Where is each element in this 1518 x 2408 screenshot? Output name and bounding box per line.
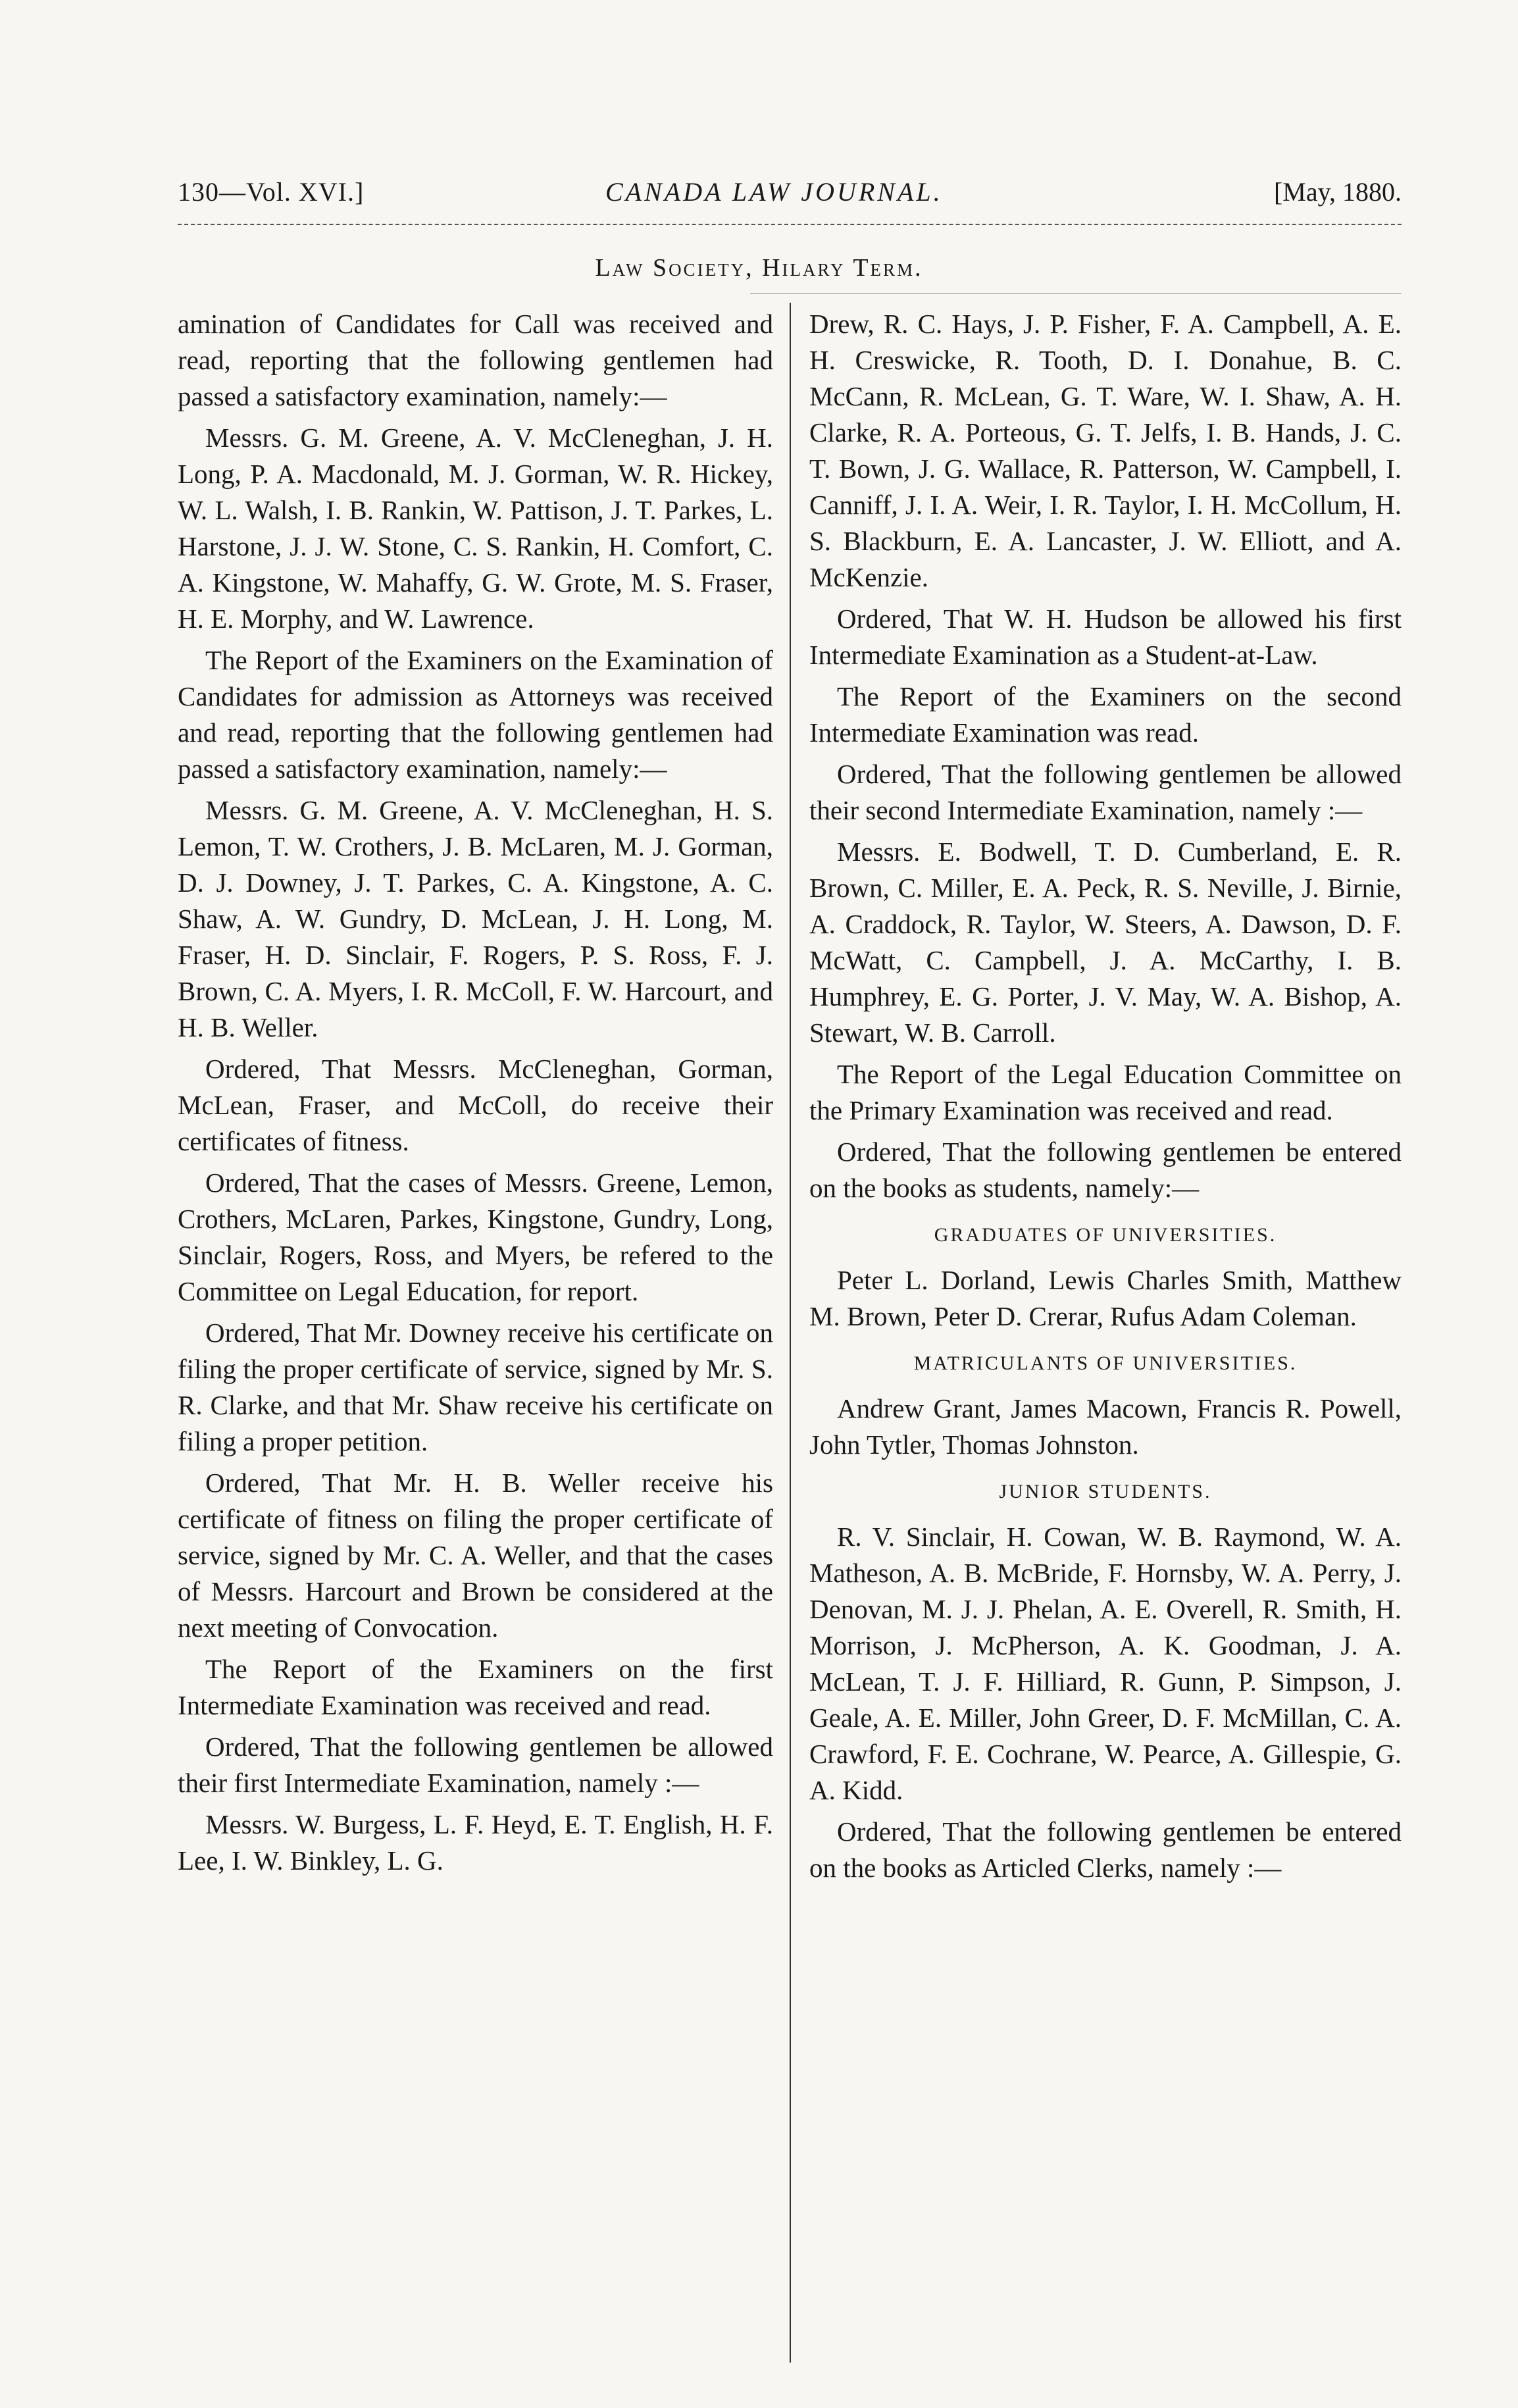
paragraph: Messrs. W. Burgess, L. F. Heyd, E. T. English, H. F. Lee, I. W. Binkley, L. G. <box>178 1809 773 1876</box>
paragraph: Messrs. E. Bodwell, T. D. Cumberland, E. R. Brown, C. Miller, E. A. Peck, R. S. Neville, J. Birnie, A. Craddock, R. Taylor, W. Steers, A. Dawson, D. F. McWatt, C. Campbell, J. A. McCarthy, I. B. Humphrey, E. G. Porter, J. V. May, W. A. Bishop, A. Stewart, W. B. Carroll. <box>809 836 1402 1048</box>
paragraph: R. V. Sinclair, H. Cowan, W. B. Raymond, W. A. Matheson, A. B. McBride, F. Hornsby, W. A. Perry, J. Denovan, M. J. J. Phelan, A. E. Overell, R. Smith, H. Morrison, J. McPherson, A. K. Goodman, J. A. McLean, T. J. F. Hilliard, R. Gunn, P. Simpson, J. Geale, A. E. Miller, John Greer, D. F. McMillan, C. A. Crawford, F. E. Cochrane, W. Pearce, A. Gillespie, G. A. Kidd. <box>809 1522 1402 1805</box>
paragraph: Messrs. G. M. Greene, A. V. McCleneghan, H. S. Lemon, T. W. Crothers, J. B. McLaren, M. J. Gorman, D. J. Downey, J. T. Parkes, C. A. Kingstone, A. C. Shaw, A. W. Gundry, D. McLean, J. H. Long, M. Fraser, H. D. Sinclair, F. Rogers, P. S. Ross, F. J. Brown, C. A. Myers, I. R. McColl, F. W. Harcourt, and H. B. Weller. <box>178 795 773 1042</box>
issue-date: [May, 1880. <box>1273 177 1402 207</box>
paragraph: Andrew Grant, James Macown, Francis R. Powell, John Tytler, Thomas Johnston. <box>809 1393 1402 1460</box>
paragraph: Ordered, That Messrs. McCleneghan, Gorman, McLean, Fraser, and McColl, do receive their certificates of fitness. <box>178 1054 773 1156</box>
left-column <box>178 306 773 2346</box>
subheading-junior-students: JUNIOR STUDENTS. <box>999 1481 1212 1502</box>
paragraph: Ordered, That the following gentlemen be entered on the books as students, namely:— <box>809 1137 1402 1203</box>
paragraph: Peter L. Dorland, Lewis Charles Smith, Matthew M. Brown, Peter D. Crerar, Rufus Adam Coleman. <box>809 1265 1402 1331</box>
paragraph: The Report of the Examiners on the second Intermediate Examination was read. <box>809 681 1402 748</box>
subheading-matriculants: MATRICULANTS OF UNIVERSITIES. <box>913 1352 1298 1374</box>
header-rule <box>178 224 1402 225</box>
section-rule <box>750 293 1402 294</box>
paragraph: The Report of the Examiners on the first Intermediate Examination was received and read. <box>178 1654 773 1720</box>
journal-title: CANADA LAW JOURNAL. <box>605 177 943 207</box>
page-number-volume: 130—Vol. XVI.] <box>178 177 365 207</box>
paragraph: The Report of the Examiners on the Examination of Candidates for admission as Attorneys was received and read, reporting that the following gentlemen had passed a satisfactory examination, namely:— <box>178 645 773 784</box>
paragraph: Messrs. G. M. Greene, A. V. McCleneghan, J. H. Long, P. A. Macdonald, M. J. Gorman, W. R. Hickey, W. L. Walsh, I. B. Rankin, W. Pattison, J. T. Parkes, L. Harstone, J. J. W. Stone, C. S. Rankin, H. Comfort, C. A. Kingstone, W. Mahaffy, G. W. Grote, M. S. Fraser, H. E. Morphy, and W. Lawrence. <box>178 423 773 634</box>
paragraph: amination of Candidates for Call was received and read, reporting that the following gentlemen had passed a satisfactory examination, namely:— <box>178 309 773 411</box>
section-title: Law Society, Hilary Term. <box>595 254 923 282</box>
right-column <box>809 306 1402 2346</box>
paragraph: Ordered, That the following gentlemen be entered on the books as Articled Clerks, namely :— <box>809 1816 1402 1883</box>
paragraph: Ordered, That the cases of Messrs. Greene, Lemon, Crothers, McLaren, Parkes, Kingstone, Gundry, Long, Sinclair, Rogers, Ross, and Myers, be refered to the Committee on Legal Education, for report. <box>178 1167 773 1306</box>
paragraph: Ordered, That W. H. Hudson be allowed his first Intermediate Examination as a Student-at-Law. <box>809 603 1402 670</box>
running-header <box>178 176 1402 216</box>
subheading-graduates: GRADUATES OF UNIVERSITIES. <box>934 1224 1277 1246</box>
paragraph: Ordered, That the following gentlemen be allowed their second Intermediate Examination, namely :— <box>809 759 1402 825</box>
column-divider <box>790 303 791 2363</box>
paragraph: The Report of the Legal Education Committee on the Primary Examination was received and read. <box>809 1059 1402 1125</box>
paragraph: Ordered, That Mr. H. B. Weller receive his certificate of fitness on filing the proper certificate of service, signed by Mr. C. A. Weller, and that the cases of Messrs. Harcourt and Brown be considered at the next meeting of Convocation. <box>178 1468 773 1643</box>
paragraph: Ordered, That Mr. Downey receive his certificate on filing the proper certificate of service, signed by Mr. S. R. Clarke, and that Mr. Shaw receive his certificate on filing a proper petition. <box>178 1318 773 1456</box>
paragraph: Ordered, That the following gentlemen be allowed their first Intermediate Examination, namely :— <box>178 1731 773 1798</box>
paragraph: Drew, R. C. Hays, J. P. Fisher, F. A. Campbell, A. E. H. Creswicke, R. Tooth, D. I. Donahue, B. C. McCann, R. McLean, G. T. Ware, W. I. Shaw, A. H. Clarke, R. A. Porteous, G. T. Jelfs, I. B. Hands, J. C. T. Bown, J. G. Wallace, R. Patterson, W. Campbell, I. Canniff, J. I. A. Weir, I. R. Taylor, I. H. McCollum, H. S. Blackburn, E. A. Lancaster, J. W. Elliott, and A. McKenzie. <box>809 309 1402 592</box>
